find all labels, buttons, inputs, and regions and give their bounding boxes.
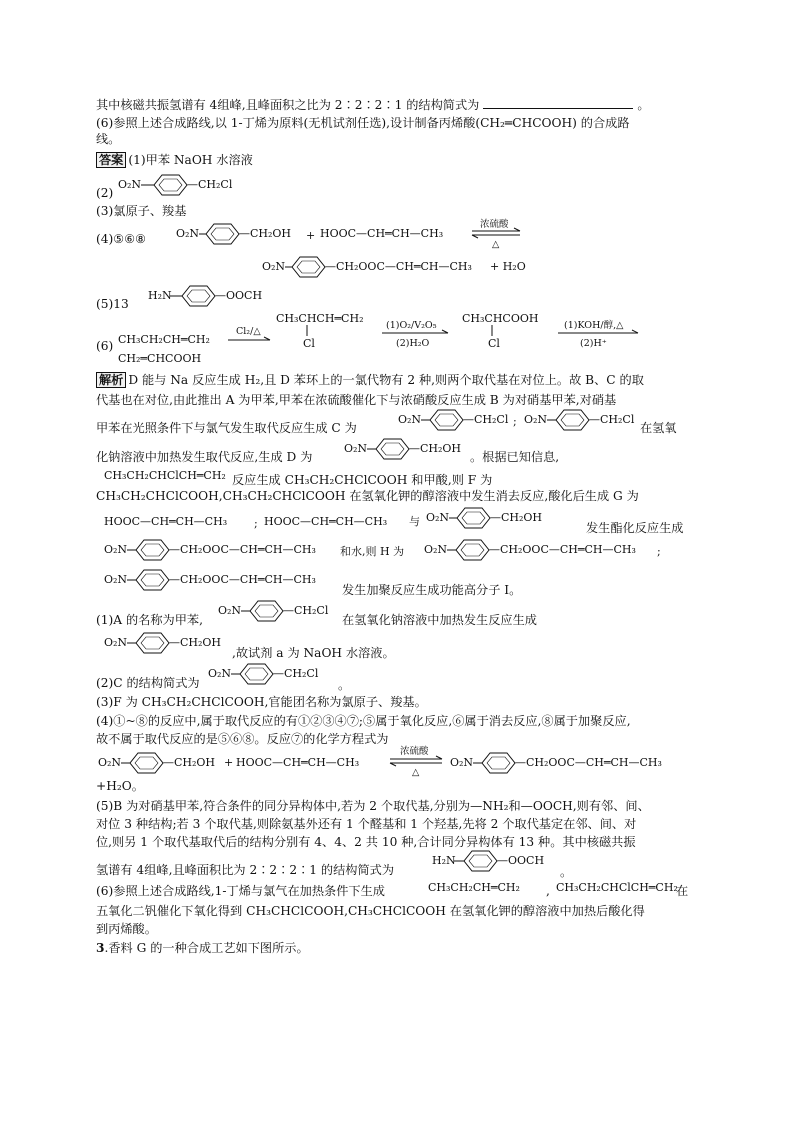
explain-text: (2)C 的结构简式为 bbox=[96, 676, 200, 690]
explain-text: 五氧化二钒催化下氧化得到 CH₃CHClCOOH,CH₃CHClCOOH 在氢氧化钾的醇溶液中加热后酸化得 bbox=[96, 904, 645, 918]
structure-d-s1 bbox=[104, 631, 234, 657]
ooch-text: —OOCH bbox=[497, 854, 545, 867]
explain-text: (5)B 为对硝基甲苯,符合条件的同分异构体中,若为 2 个取代基,分别为—NH₂和—OOCH,则有邻、间、 bbox=[96, 799, 650, 813]
question-6: (6)参照上述合成路线,以 1-丁烯为原料(无机试剂任选),设计制备丙烯酸(CH₂═CHCOOH) 的合成路 bbox=[96, 116, 630, 130]
explain-line: 甲苯在光照条件下与氯气发生取代反应生成 C 为 bbox=[96, 421, 357, 435]
butene-text: CH₃CH₂CH═CH₂ bbox=[118, 333, 210, 346]
explain-text: 氢谱有 4组峰,且峰面积比为 2∶2∶2∶1 的结构简式为 bbox=[96, 863, 395, 877]
ch2cl-text: —CH₂Cl bbox=[273, 667, 319, 680]
explain-text: (4)①~⑧的反应中,属于取代反应的有①②③④⑦;⑤属于氧化反应,⑥属于消去反应,⑧属于加聚反应, bbox=[96, 714, 631, 728]
structure-isomer-s5 bbox=[432, 849, 572, 875]
h2n-text: H₂N bbox=[148, 289, 172, 302]
structure-c bbox=[118, 172, 248, 198]
explain-formula: CH₃CH₂CHClCH═CH₂ bbox=[556, 881, 678, 894]
explain-text: 在 bbox=[676, 884, 689, 898]
o2n-text: O₂N bbox=[450, 756, 474, 769]
crotonic-acid-text: HOOC—CH═CH—CH₃ bbox=[264, 515, 388, 528]
explain-text: 在氢氧化钠溶液中加热发生反应生成 bbox=[342, 613, 537, 627]
crotonic-acid-text: HOOC—CH═CH—CH₃ bbox=[320, 227, 444, 240]
explain-text: 故不属于取代反应的是⑤⑥⑧。反应⑦的化学方程式为 bbox=[96, 732, 389, 746]
and-text: 与 bbox=[409, 515, 420, 528]
question-text: 其中核磁共振氢谱有 4组峰,且峰面积之比为 2∶2∶2∶1 的结构简式为 bbox=[96, 98, 480, 112]
o2n-text: O₂N bbox=[524, 413, 548, 426]
explain-text: 对位 3 种结构;若 3 个取代基,则除氨基外还有 1 个醛基和 1 个羟基,先将 2 个取代基定在邻、间、对 bbox=[96, 817, 637, 831]
o2n-text: O₂N bbox=[398, 413, 422, 426]
ch2cl-text: —CH₂Cl bbox=[589, 413, 635, 426]
ch2oh-text: —CH₂OH bbox=[490, 511, 543, 524]
explain-line bbox=[96, 372, 644, 388]
answer-line-1 bbox=[96, 152, 253, 168]
g-esterification-line bbox=[104, 508, 604, 534]
explain-text: D 能与 Na 反应生成 H₂,且 D 苯环上的一氯代物有 2 种,则两个取代基在对位上。故 B、C 的取 bbox=[128, 373, 644, 387]
answer-1: (1)甲苯 NaOH 水溶液 bbox=[128, 153, 253, 167]
explain-text: 反应生成 CH₃CH₂CHClCOOH 和甲酸,则 F 为 bbox=[232, 473, 493, 487]
ch2oh-text: —CH₂OH bbox=[163, 756, 216, 769]
acrylic-text: CH₂═CHCOOH bbox=[118, 352, 202, 365]
o2n-text: O₂N bbox=[118, 178, 142, 191]
explain-text: (1)A 的名称为甲苯, bbox=[96, 613, 203, 627]
ch2cl-text: —CH₂Cl bbox=[187, 178, 233, 191]
o2n-text: O₂N bbox=[218, 604, 242, 617]
answer-2-label: (2) bbox=[96, 186, 114, 200]
o2n-text: O₂N bbox=[344, 442, 368, 455]
catalyst-text: 浓硫酸 bbox=[400, 746, 429, 757]
catalyst-text: 浓硫酸 bbox=[480, 219, 509, 230]
question-6-cont: 线。 bbox=[96, 132, 121, 146]
plus-text: + bbox=[306, 229, 316, 242]
reversible-arrow bbox=[468, 215, 528, 255]
comma: , bbox=[546, 884, 550, 898]
o2n-text: O₂N bbox=[104, 573, 128, 586]
o2n-text: O₂N bbox=[262, 260, 286, 273]
reagent-text: (2)H⁺ bbox=[580, 338, 607, 349]
reagent-text: (1)KOH/醇,△ bbox=[564, 320, 624, 331]
period: 。 bbox=[560, 865, 573, 879]
h-line bbox=[104, 536, 664, 562]
answer-3: (3)氯原子、羧基 bbox=[96, 204, 187, 218]
explain-text: ,故试剂 a 为 NaOH 水溶液。 bbox=[232, 646, 395, 660]
chloro-butene-text: CH₃CHCH═CH₂ bbox=[276, 312, 364, 325]
ester-text: —CH₂OOC—CH═CH—CH₃ bbox=[325, 260, 472, 273]
explain-text: 发生酯化反应生成 bbox=[586, 521, 684, 535]
heat-text: △ bbox=[492, 239, 500, 250]
period: 。 bbox=[338, 678, 351, 692]
period: 。 bbox=[637, 98, 650, 112]
heat-text: △ bbox=[412, 767, 420, 778]
water-text: + H₂O bbox=[490, 260, 526, 273]
plus-text: + bbox=[224, 756, 234, 769]
h2n-text: H₂N bbox=[432, 854, 456, 867]
reagent-text: (1)O₂/V₂O₅ bbox=[386, 320, 437, 331]
answer-tag: 答案 bbox=[96, 152, 126, 168]
o2n-text: O₂N bbox=[208, 667, 232, 680]
o2n-text: O₂N bbox=[426, 511, 450, 524]
ester-text: —CH₂OOC—CH═CH—CH₃ bbox=[515, 756, 662, 769]
explain-text: (3)F 为 CH₃CH₂CHClCOOH,官能团名称为氯原子、羧基。 bbox=[96, 695, 427, 709]
explain-text: 在氢氧 bbox=[640, 421, 677, 435]
question-line bbox=[96, 97, 650, 113]
o2n-text: O₂N bbox=[104, 636, 128, 649]
explain-formula: CH₃CH₂CH═CH₂ bbox=[428, 881, 520, 894]
ooch-text: —OOCH bbox=[215, 289, 263, 302]
explain-formula: CH₃CH₂CHClCH═CH₂ bbox=[104, 469, 226, 482]
ch2oh-text: —CH₂OH bbox=[169, 636, 222, 649]
ester-text: —CH₂OOC—CH═CH—CH₃ bbox=[169, 573, 316, 586]
ch2cl-text: —CH₂Cl bbox=[463, 413, 509, 426]
ch2oh-text: —CH₂OH bbox=[409, 442, 462, 455]
explain-text: 。根据已知信息, bbox=[470, 450, 560, 464]
chloro-acid-text: CH₃CHCOOH bbox=[462, 312, 539, 325]
reagent-text: Cl₂/△ bbox=[236, 326, 261, 337]
semicolon: ; bbox=[254, 517, 258, 530]
reagent-text: (2)H₂O bbox=[396, 338, 430, 349]
explain-text: (6)参照上述合成路线,1-丁烯与氯气在加热条件下生成 bbox=[96, 884, 385, 898]
answer-4-label: (4)⑤⑥⑧ bbox=[96, 232, 147, 246]
explain-line: CH₃CH₂CHClCOOH,CH₃CH₂CHClCOOH 在氢氧化钾的醇溶液中发生消去反应,酸化后生成 G 为 bbox=[96, 489, 639, 503]
explain-text: 发生加聚反应生成功能高分子 I。 bbox=[342, 583, 522, 597]
question-text: .香料 G 的一种合成工艺如下图所示。 bbox=[104, 941, 309, 955]
crotonic-acid-text: HOOC—CH═CH—CH₃ bbox=[104, 515, 228, 528]
ch2oh-text: —CH₂OH bbox=[239, 227, 292, 240]
explain-text: 位,则另 1 个取代基取代后的结构分别有 4、4、2 共 10 种,合计同分异构体有 13 种。其中核磁共振 bbox=[96, 835, 636, 849]
explain-line: 代基也在对位,由此推出 A 为甲苯,甲苯在浓硫酸催化下与浓硝酸反应生成 B 为对硝基甲苯,对硝基 bbox=[96, 393, 617, 407]
o2n-text: O₂N bbox=[98, 756, 122, 769]
explain-text: 和水,则 H 为 bbox=[340, 545, 405, 558]
h-repeat bbox=[104, 566, 354, 592]
answer-6-label: (6) bbox=[96, 339, 114, 353]
structure-c-s2 bbox=[208, 662, 338, 688]
explain-text: +H₂O。 bbox=[96, 779, 144, 793]
cl-text: Cl bbox=[488, 337, 500, 350]
structure-c-inline bbox=[398, 408, 658, 434]
structure-c-s1 bbox=[218, 599, 348, 625]
question-3 bbox=[96, 940, 309, 956]
o2n-text: O₂N bbox=[424, 543, 448, 556]
equation-ester-products bbox=[262, 253, 562, 281]
answer-blank bbox=[483, 97, 633, 109]
equation-reaction-7 bbox=[96, 744, 676, 780]
synthesis-route bbox=[118, 306, 678, 376]
answer-5-label: (5)13 bbox=[96, 297, 129, 311]
ester-text: —CH₂OOC—CH═CH—CH₃ bbox=[489, 543, 636, 556]
question-number: 3 bbox=[96, 941, 105, 955]
explain-text: 到丙烯酸。 bbox=[96, 922, 157, 936]
o2n-text: O₂N bbox=[176, 227, 200, 240]
semicolon: ; bbox=[657, 545, 661, 558]
equation-ester-reactants bbox=[176, 220, 486, 248]
o2n-text: O₂N bbox=[104, 543, 128, 556]
semicolon: ; bbox=[513, 415, 517, 428]
explain-line: 化钠溶液中加热发生取代反应,生成 D 为 bbox=[96, 450, 313, 464]
structure-d bbox=[344, 437, 474, 463]
crotonic-acid-text: HOOC—CH═CH—CH₃ bbox=[236, 756, 360, 769]
explain-tag: 解析 bbox=[96, 372, 126, 388]
ch2cl-text: —CH₂Cl bbox=[283, 604, 329, 617]
cl-text: Cl bbox=[303, 337, 315, 350]
ester-text: —CH₂OOC—CH═CH—CH₃ bbox=[169, 543, 316, 556]
